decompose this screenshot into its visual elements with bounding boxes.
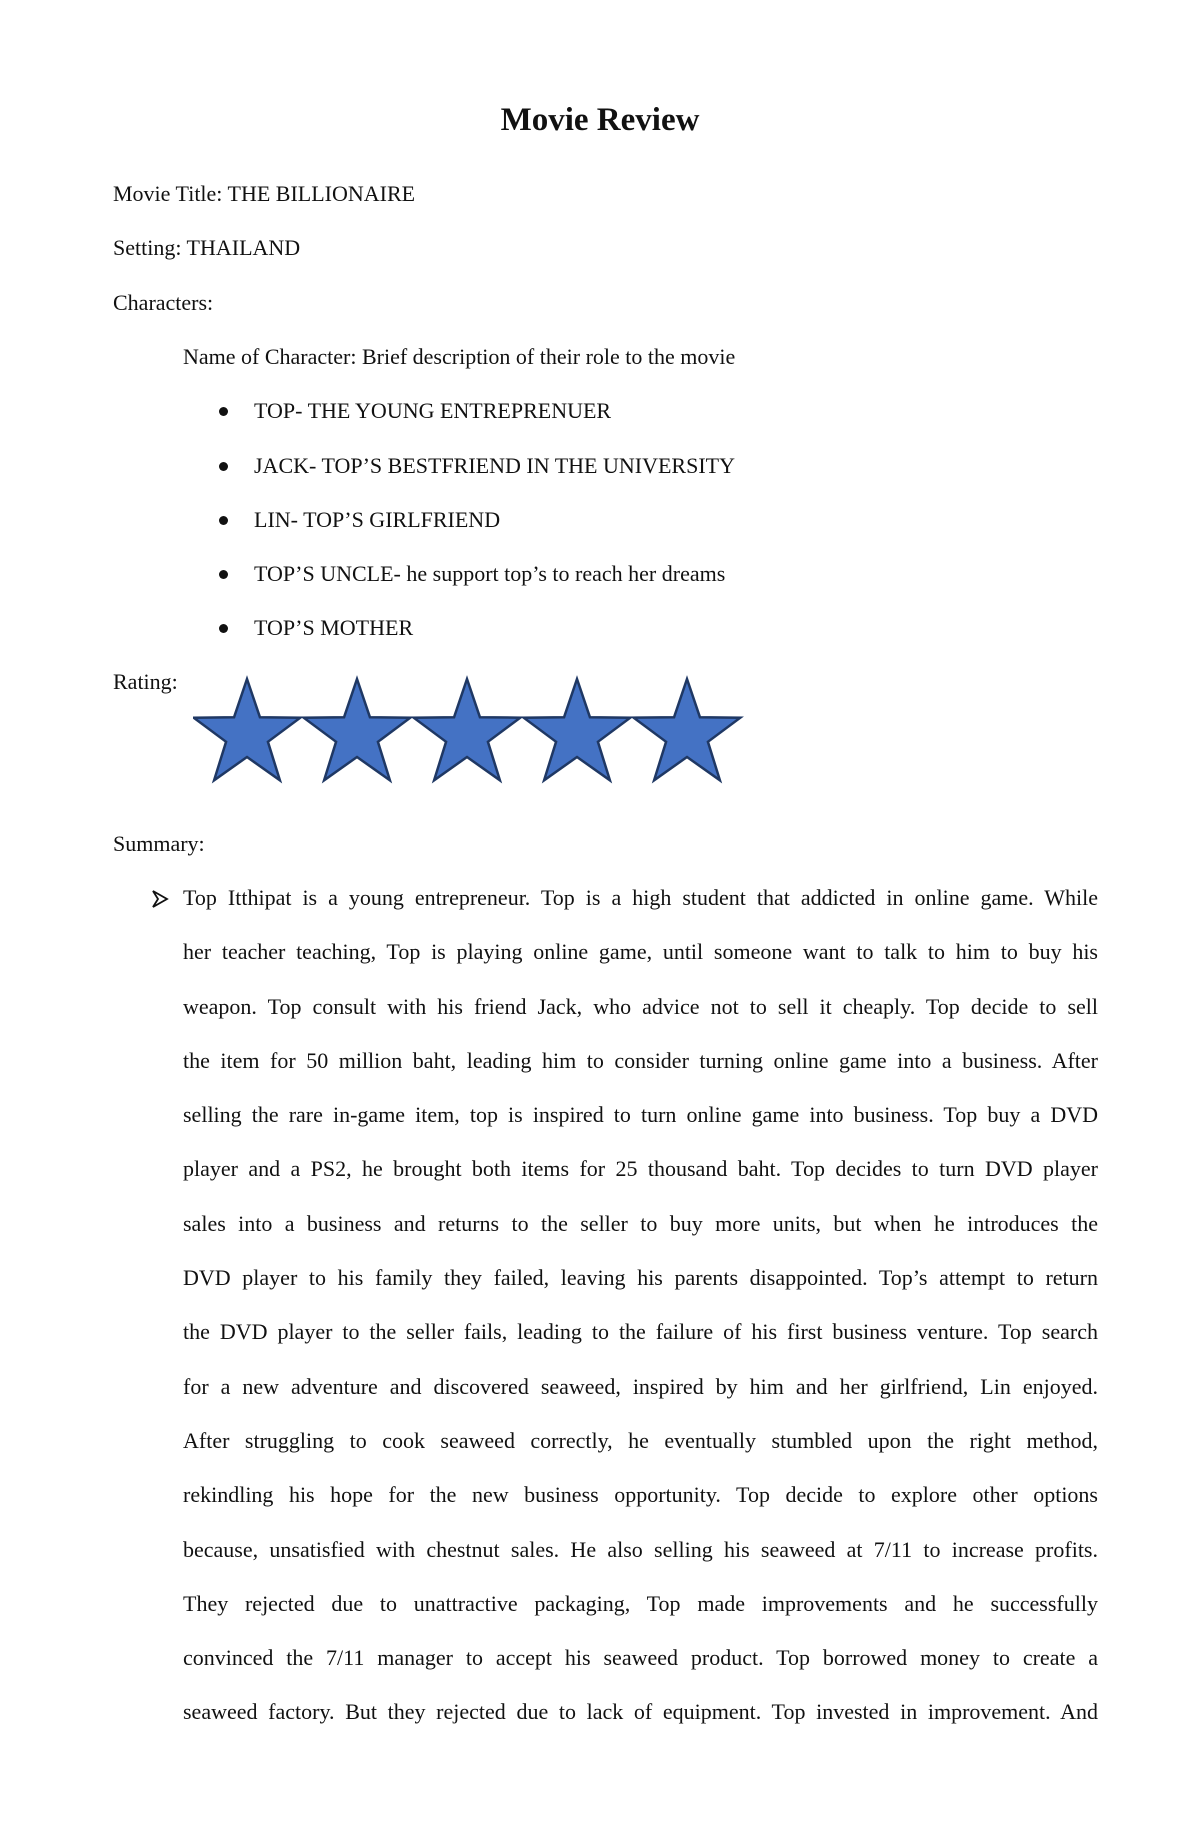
star-icon (304, 679, 411, 780)
summary-line: player and a PS2, he brought both items for 25 thousand baht. Top decides to turn DVD player (183, 1156, 1098, 1182)
summary-line: seaweed factory. But they rejected due to lack of equipment. Top invested in improvement. And (183, 1699, 1098, 1725)
summary-line: for a new adventure and discovered seaweed, inspired by him and her girlfriend, Lin enjoyed. (183, 1373, 1098, 1399)
character-name: JACK- TOP’S BESTFRIEND IN THE UNIVERSITY (254, 453, 735, 478)
summary-line: They rejected due to unattractive packaging, Top made improvements and he successfully (183, 1590, 1098, 1616)
bullet-icon (219, 462, 228, 471)
movie-title-field: Movie Title: THE BILLIONAIRE (113, 181, 416, 206)
characters-intro: Name of Character: Brief description of their role to the movie (183, 344, 736, 369)
star-icon (634, 679, 741, 780)
summary-line: the DVD player to the seller fails, leading to the failure of his first business venture. Top search (183, 1319, 1098, 1345)
star-icon (194, 679, 301, 780)
character-name: LIN- TOP’S GIRLFRIEND (254, 507, 501, 532)
summary-line: rekindling his hope for the new business opportunity. Top decide to explore other options (183, 1482, 1098, 1508)
summary-line: because, unsatisfied with chestnut sales. He also selling his seaweed at 7/11 to increase profits. (183, 1536, 1098, 1562)
star-icon (414, 679, 521, 780)
bullet-icon (219, 570, 228, 579)
summary-line: After struggling to cook seaweed correctly, he eventually stumbled upon the right method, (183, 1427, 1098, 1453)
character-name: TOP’S MOTHER (254, 615, 414, 640)
bullet-icon (219, 624, 228, 633)
arrow-bullet-icon (151, 890, 169, 908)
rating-stars (193, 667, 753, 795)
summary-line: selling the rare in-game item, top is inspired to turn online game into business. Top buy a DVD (183, 1102, 1098, 1128)
summary-line: DVD player to his family they failed, leaving his parents disappointed. Top’s attempt to return (183, 1265, 1098, 1291)
summary-line: the item for 50 million baht, leading him to consider turning online game into a business. After (183, 1047, 1098, 1073)
star-icon (524, 679, 631, 780)
characters-heading: Characters: (113, 290, 214, 315)
summary-line: convinced the 7/11 manager to accept his seaweed product. Top borrowed money to create a (183, 1645, 1098, 1671)
summary-line: Top Itthipat is a young entrepreneur. Top is a high student that addicted in online game. While (183, 885, 1098, 910)
rating-label: Rating: (113, 669, 178, 694)
summary-line: weapon. Top consult with his friend Jack, who advice not to sell it cheaply. Top decide to sell (183, 993, 1098, 1019)
document-title: Movie Review (500, 102, 700, 138)
character-name: TOP- THE YOUNG ENTREPRENUER (254, 398, 612, 423)
summary-line: her teacher teaching, Top is playing online game, until someone want to talk to him to buy his (183, 939, 1098, 965)
summary-paragraph (183, 871, 1098, 1740)
setting-field: Setting: THAILAND (113, 235, 301, 260)
summary-heading: Summary: (113, 831, 205, 856)
bullet-icon (219, 407, 228, 416)
bullet-icon (219, 516, 228, 525)
summary-line: sales into a business and returns to the seller to buy more units, but when he introduces the (183, 1210, 1098, 1236)
character-name: TOP’S UNCLE- he support top’s to reach her dreams (254, 561, 726, 586)
